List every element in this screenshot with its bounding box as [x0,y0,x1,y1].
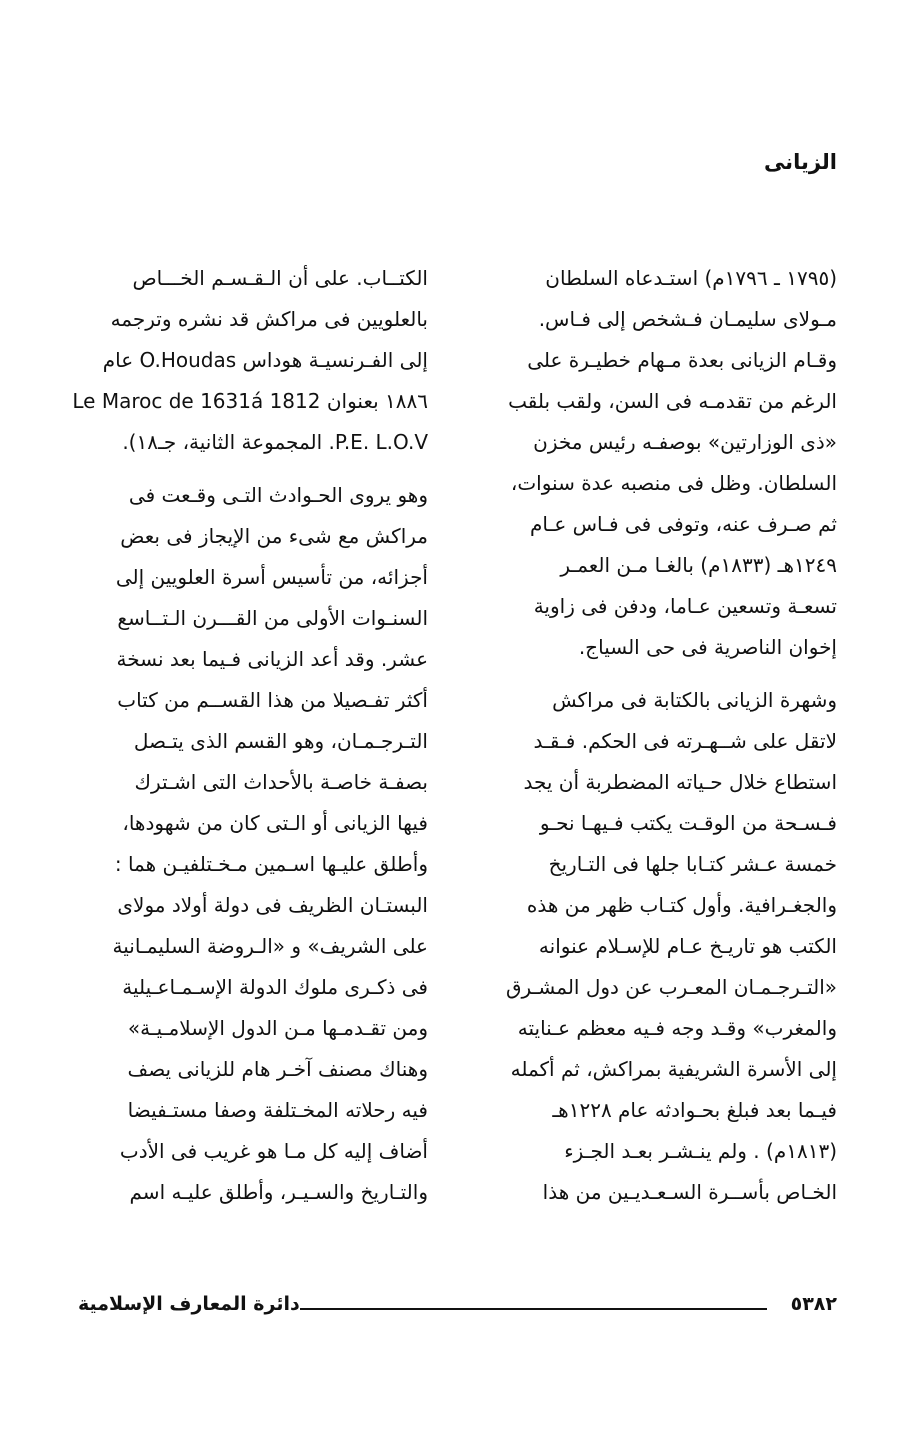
text-line: إلى الأسرة الشريفية بمراكش، ثم أكمله [510,1057,837,1081]
footer-divider [300,1308,767,1310]
text-line: (١٧٩٥ ـ ١٧٩٦م) استـدعاه السلطان [545,266,837,290]
text-line: أكثر تفـصيلا من هذا القســم من كتاب [117,688,428,712]
text-line: وشهرة الزيانى بالكتابة فى مراكش [552,688,837,712]
text-line: مراكش مع شىء من الإيجاز فى بعض [120,524,428,548]
text-line: وأطلق عليـها اسـمين مـخـتلفيـن هما : [114,852,428,876]
text-column-right [475,258,837,1213]
text-line: إلى الفـرنسيـة هوداس O.Houdas عام [102,348,428,372]
text-line: التـرجـمـان، وهو القسم الذى يتـصل [133,729,428,753]
text-line: والمغرب» وقـد وجه فـيه معظم عـنايته [517,1016,837,1040]
text-line: استطاع خلال حـياته المضطربة أن يجد [523,770,837,794]
text-line: وهو يروى الحـوادث التـى وقـعت فى [128,483,428,507]
text-line: فيـما بعد فبلغ بحـوادثه عام ١٢٢٨هـ [552,1098,837,1122]
text-line: (١٨١٣م) . ولم ينـشـر بعـد الجـزء [564,1139,837,1163]
text-line: أضاف إليه كل مـا هو غريب فى الأدب [119,1139,428,1163]
text-line: الكتب هو تاريـخ عـام للإسـلام عنوانه [538,934,837,958]
text-line: البستـان الظريف فى دولة أولاد مولاى [117,893,428,917]
text-line: تسعـة وتسعين عـاما، ودفن فى زاوية [533,594,837,618]
text-line: السنـوات الأولى من القـــرن الـتــاسع [117,606,428,630]
text-line: فيه رحلاته المخـتلفة وصفا مستـفيضا [127,1098,428,1122]
text-line: ومن تقـدمـها مـن الدول الإسلامـيـة» [127,1016,428,1040]
text-line: على الشريف» و «الـروضة السليمـانية [112,934,428,958]
text-line: والجغـرافية. وأول كتـاب ظهر من هذه [526,893,837,917]
text-line: بصفـة خاصـة بالأحداث التى اشـترك [134,770,428,794]
text-line: خمسة عـشر كتـابا جلها فى التـاريخ [548,852,837,876]
text-line: ١٢٤٩هـ (١٨٣٣م) بالغـا مـن العمـر [560,553,837,577]
running-head: الزيانى [763,150,837,174]
text-line: إخوان الناصرية فى حى السياج. [578,635,837,659]
paragraph [66,258,428,463]
text-line: فيها الزيانى أو الـتى كان من شهودها، [122,811,428,835]
text-line: وهناك مصنف آخـر هام للزيانى يصف [127,1057,428,1081]
text-line: الرغم من تقدمـه فى السن، ولقب بلقب [508,389,837,413]
text-line: وقـام الزيانى بعدة مـهام خطيـرة على [527,348,837,372]
paragraph [66,475,428,1213]
text-line: ثم صـرف عنه، وتوفى فى فـاس عـام [530,512,837,536]
text-line: بالعلويين فى مراكش قد نشره وترجمه [110,307,428,331]
text-line: P.E. L.O.V. المجموعة الثانية، جـ١٨). [122,430,428,454]
text-line: عشر. وقد أعد الزيانى فـيما بعد نسخة [116,647,428,671]
text-line: «ذى الوزارتين» بوصفـه رئيس مخزن [533,430,837,454]
text-line: مـولاى سليمـان فـشخص إلى فـاس. [538,307,837,331]
text-line: أجزائه، من تأسيس أسرة العلويين إلى [115,565,428,589]
text-line: فـسـحة من الوقـت يكتب فـيهـا نحـو [539,811,837,835]
text-line: الخـاص بأســرة السـعـديـين من هذا [542,1180,837,1204]
text-line: لاتقل على شــهـرته فى الحكم. فـقـد [533,729,837,753]
paragraph-spacer [66,463,428,475]
text-line: والتـاريخ والسـيـر، وأطلق عليـه اسم [129,1180,428,1204]
publication-title: دائرة المعارف الإسلامية [78,1293,300,1315]
text-line: الكتــاب. على أن الـقـسـم الخـــاص [132,266,428,290]
text-line: «التـرجـمـان المعـرب عن دول المشـرق [506,975,837,999]
paragraph [475,258,837,668]
paragraph-spacer [475,668,837,680]
text-line: ١٨٨٦ بعنوان Le Maroc de 1631á 1812 [72,389,428,413]
text-column-left [66,258,428,1213]
paragraph [475,680,837,1213]
page-footer [78,1293,837,1323]
text-line: فى ذكـرى ملوك الدولة الإسـمـاعـيلية [122,975,428,999]
page-number: ٥٣٨٢ [790,1293,837,1315]
text-line: السلطان. وظل فى منصبه عدة سنوات، [510,471,837,495]
